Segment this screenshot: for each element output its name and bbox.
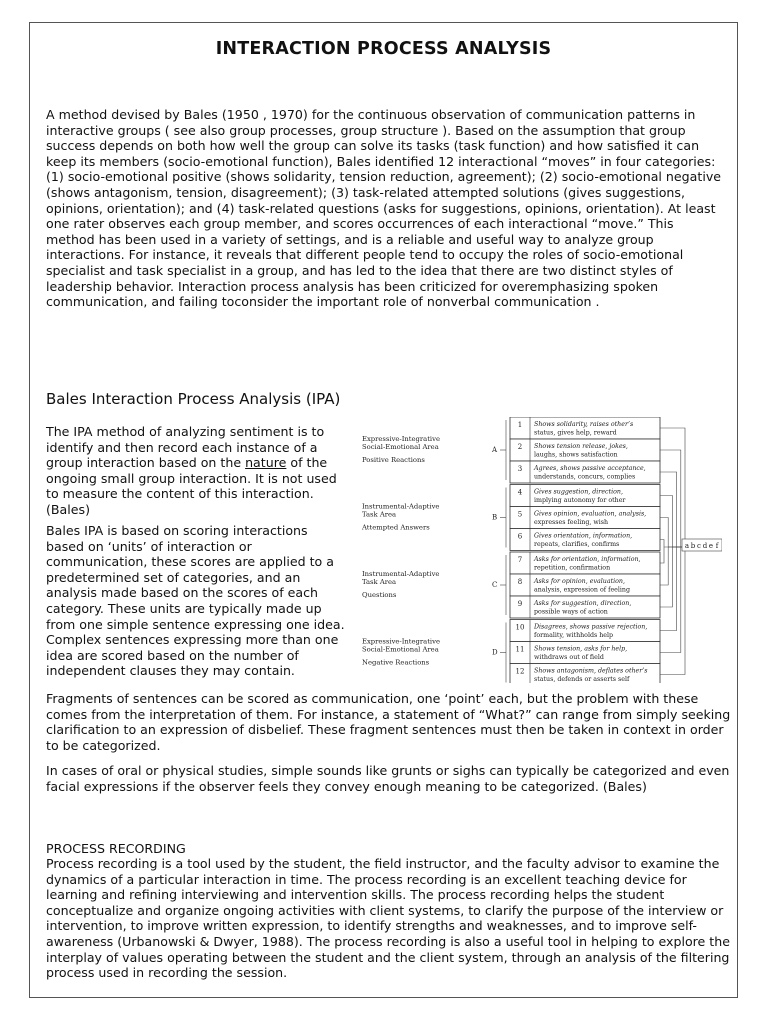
area-label-line1: Instrumental-Adaptive: [362, 502, 440, 511]
area-b: [361, 488, 506, 548]
category-number: 6: [517, 532, 523, 541]
category-desc-line2: implying autonomy for other: [534, 497, 626, 504]
area-sub-label: Positive Reactions: [362, 456, 425, 464]
category-desc-line1: Asks for orientation, information,: [534, 556, 641, 563]
area-sub-label: Attempted Answers: [362, 523, 430, 532]
area-label-line1: Expressive-Integrative: [362, 435, 440, 443]
bracket-letter-f: f: [715, 542, 719, 550]
process-recording-paragraph: Process recording is a tool used by the student, the field instructor, and the faculty advisor to examine the dynamics of a particular interaction in time. The process recording is an excellent teaching device for learning and refining interviewing and intervention skills. The process recording helps the student conceptualize and organize ongoing activities with client systems, to clarify the purpose of the interview or intervention, to improve written expression, to identify strengths and weaknesses, and to improve self-awareness (Urbanowski & Dwyer, 1988). The process recording is also a useful tool in helping to explore the interplay of values operating between the student and the client system, through an analysis of the filtering process used in recording the session.: [46, 856, 730, 981]
area-letter: B: [492, 513, 498, 522]
category-desc-line2: repetition, confirmation: [534, 564, 611, 572]
category-desc-line2: status, defends or asserts self: [534, 676, 630, 683]
category-8: [510, 574, 660, 596]
category-desc-line1: Gives suggestion, direction,: [534, 488, 623, 496]
category-number: 9: [517, 600, 523, 608]
process-recording-heading: PROCESS RECORDING: [46, 841, 186, 856]
bracket-letter-c: c: [697, 542, 701, 550]
category-3: [510, 461, 660, 483]
category-number: 8: [517, 578, 523, 586]
category-10: [510, 620, 660, 642]
category-desc-line2: formality, withholds help: [534, 632, 614, 639]
document-page: [29, 22, 738, 998]
category-desc-line1: Asks for opinion, evaluation,: [534, 578, 625, 585]
category-9: [510, 596, 660, 618]
area-sub-label: Questions: [362, 591, 397, 599]
category-desc-line2: laughs, shows satisfaction: [534, 451, 618, 459]
area-letter: C: [492, 581, 498, 589]
category-number: 12: [515, 667, 525, 676]
area-label-line2: Social-Emotional Area: [362, 645, 439, 654]
category-2: [510, 439, 660, 461]
category-number: 11: [515, 645, 525, 654]
category-desc-line2: status, gives help, reward: [534, 429, 617, 437]
oral-paragraph: In cases of oral or physical studies, simple sounds like grunts or sighs can typically be categorized and even facial expressions if the observer feels they convey enough meaning to be categorized. (Bales): [46, 763, 730, 794]
category-desc-line1: Shows tension, asks for help,: [534, 645, 628, 653]
category-desc-line2: understands, concurs, complies: [534, 473, 636, 481]
ipa-paragraph-1: [46, 424, 346, 518]
category-desc-line1: Agrees, shows passive acceptance,: [534, 465, 646, 472]
category-desc-line1: Shows antagonism, deflates other’s: [534, 667, 648, 675]
area-label-line2: Task Area: [362, 578, 397, 586]
category-4: [510, 485, 660, 507]
category-number: 2: [517, 443, 523, 451]
area-c: [362, 555, 506, 615]
category-desc-line2: withdraws out of field: [534, 654, 604, 661]
area-letter: D: [492, 648, 498, 657]
category-desc-line2: repeats, clarifies, confirms: [534, 541, 620, 548]
fragments-paragraph: Fragments of sentences can be scored as communication, one ‘point’ each, but the problem with these comes from the interpretation of them. For instance, a statement of “What?” can range from simply seeking clarification to an expression of disbelief. These fragment sentences must then be taken in context in order to be categorized.: [46, 691, 731, 753]
category-desc-line1: Gives opinion, evaluation, analysis,: [534, 510, 647, 518]
intro-paragraph: A method devised by Bales (1950 , 1970) for the continuous observation of communication patterns in interactive groups ( see also group processes, group structure ). Based on the assumption that group success depends on both how well the group can solve its tasks (task function) and how satisfied it can keep its members (socio-emotional function), Bales identified 12 interactional “moves” in four categories: (1) socio-emotional positive (shows solidarity, tension reduction, agreement); (2) socio-emotional negative (shows antagonism, tension, disagreement); (3) task-related attempted solutions (gives suggestions, opinions, orientation); and (4) task-related questions (asks for suggestions, opinions, orientation). At least one rater observes each group member, and scores occurrences of each interactional “move.” This method has been used in a variety of settings, and is a reliable and useful way to analyze group interactions. For instance, it reveals that different people tend to occupy the roles of socio-emotional specialist and task specialist in a group, and has led to the idea that there are two distinct styles of leadership behavior. Interaction process analysis has been criticized for overemphasizing spoken communication, and failing toconsider the important role of nonverbal communication .: [46, 107, 722, 310]
category-number: 7: [517, 556, 523, 564]
category-12: [510, 664, 660, 684]
category-7: [510, 552, 660, 574]
category-number: 4: [517, 488, 523, 497]
area-a: [362, 420, 506, 480]
category-desc-line2: possible ways of action: [534, 608, 608, 616]
area-label-line2: Social-Emotional Area: [362, 443, 439, 451]
category-desc-line1: Shows solidarity, raises other’s: [534, 421, 634, 428]
page-title: INTERACTION PROCESS ANALYSIS: [215, 39, 552, 59]
bracket-letter-e: e: [708, 542, 714, 550]
ipa-p1-text-a: The IPA method of analyzing sentiment is to identify and then record each instance of a group interaction based on the: [46, 424, 325, 471]
category-number: 5: [517, 510, 523, 519]
area-letter: A: [492, 446, 498, 454]
category-11: [510, 642, 660, 664]
ipa-paragraph-2: Bales IPA is based on scoring interactions based on ‘units’ of interaction or communication, these scores are applied to a predetermined set of categories, and an analysis made based on the scores of each category. These units are typically made up from one simple sentence expressing one idea. Complex sentences expressing more than one idea are scored based on the number of independent clauses they may contain.: [46, 523, 345, 679]
area-label-line2: Task Area: [362, 510, 397, 519]
area-label-line1: Instrumental-Adaptive: [362, 570, 440, 578]
area-label-line1: Expressive-Integrative: [362, 637, 440, 646]
category-number: 10: [515, 623, 525, 632]
category-desc-line1: Shows tension release, jokes,: [534, 443, 628, 450]
bracket-letter-a: a: [684, 542, 690, 550]
category-desc-line2: analysis, expression of feeling: [534, 586, 631, 594]
category-desc-line1: Disagrees, shows passive rejection,: [534, 623, 648, 631]
category-desc-line2: expresses feeling, wish: [534, 519, 609, 526]
ipa-p1-text-b: of the ongoing small group interaction. It is not used to measure the content of this interaction. (Bales): [46, 455, 337, 517]
category-desc-line1: Gives orientation, information,: [534, 532, 633, 540]
bales-ipa-diagram: [358, 417, 722, 683]
area-sub-label: Negative Reactions: [362, 658, 430, 667]
area-d: [362, 623, 506, 683]
category-number: 3: [517, 465, 523, 473]
category-1: [510, 417, 660, 439]
category-desc-line1: Asks for suggestion, direction,: [534, 600, 632, 607]
bracket-letter-d: d: [702, 542, 708, 550]
category-6: [510, 529, 660, 551]
category-number: 1: [517, 421, 523, 429]
bracket-letter-b: b: [690, 542, 696, 550]
nature-link[interactable]: nature: [245, 455, 287, 471]
ipa-heading: Bales Interaction Process Analysis (IPA): [46, 390, 341, 408]
category-5: [510, 507, 660, 529]
